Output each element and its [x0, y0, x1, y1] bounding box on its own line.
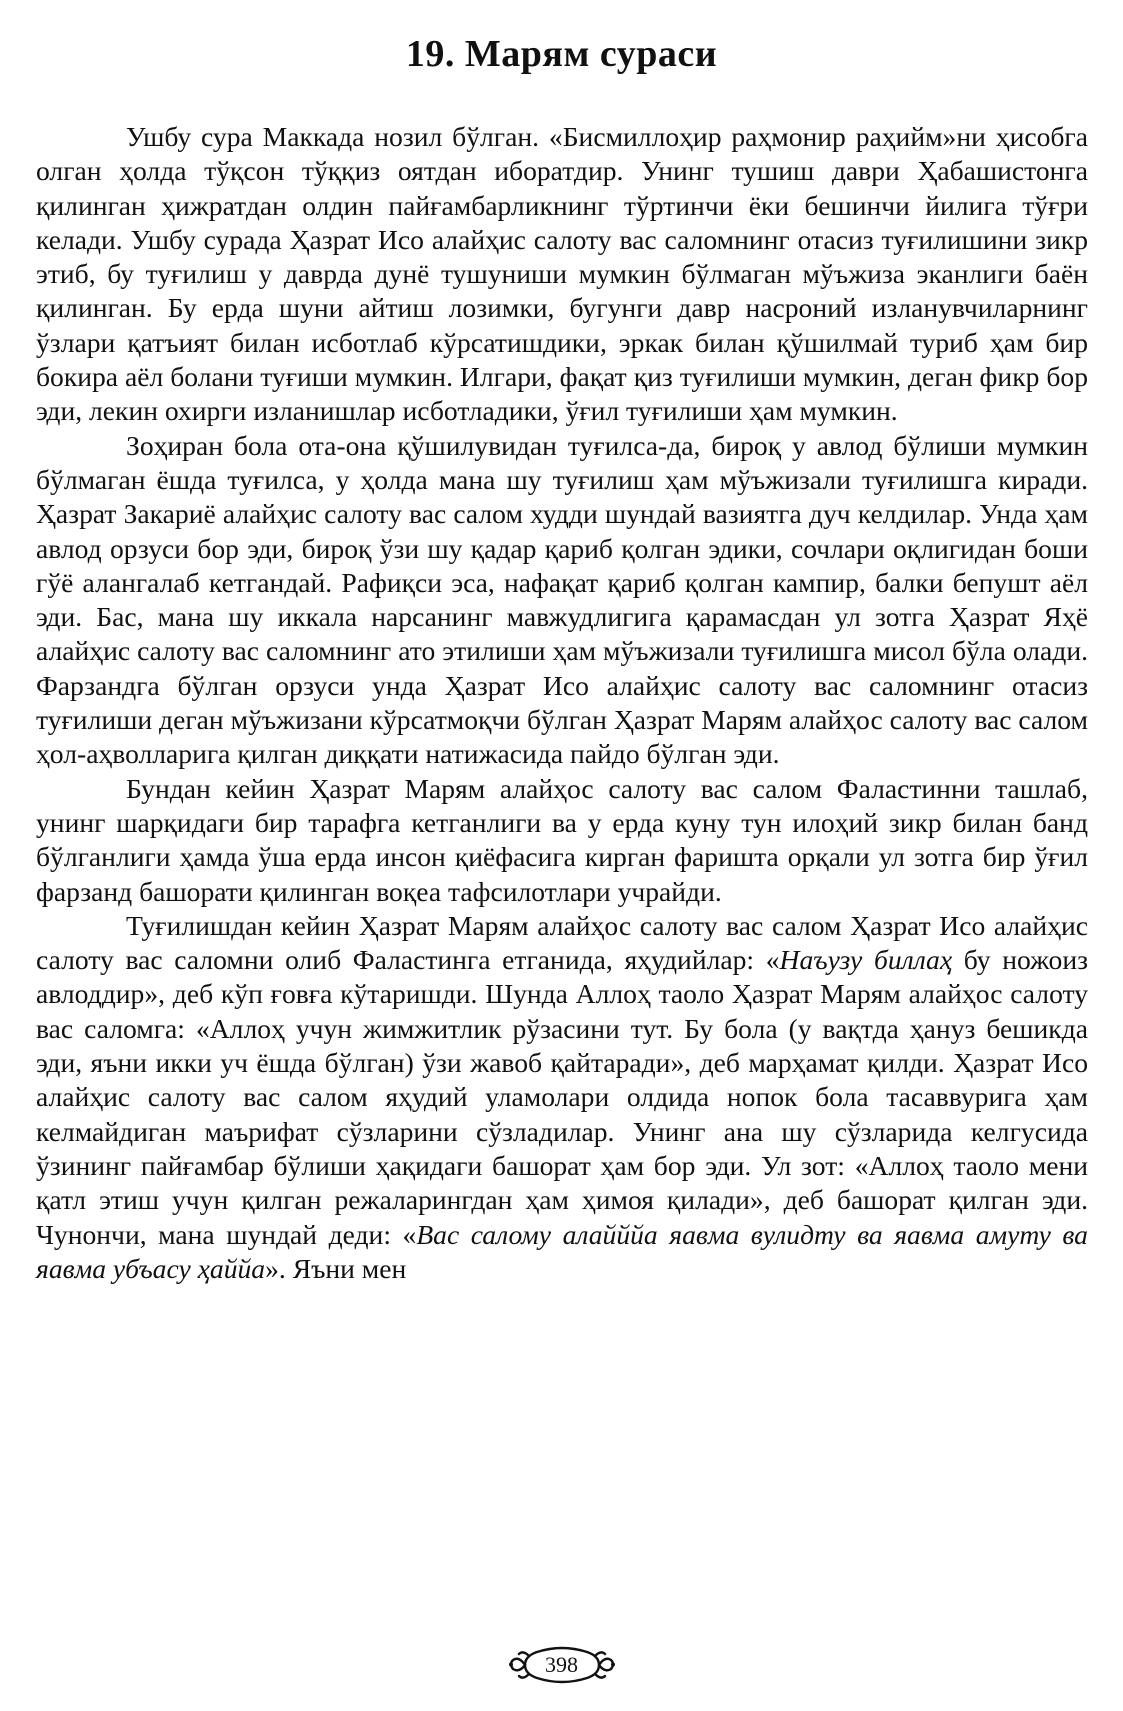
- paragraph-3: [36, 772, 1088, 909]
- paragraph-4-italic-phrase: Наъузу биллаҳ: [779, 944, 953, 976]
- paragraph-4: [36, 909, 1088, 1286]
- paragraph-3-text: Бундан кейин Ҳазрат Марям алайҳос салоту вас салом Фаластинни ташлаб, унинг шарқидаги бир тарафга кетганлиги ва у ерда куну тун илоҳий зикр билан банд бўлганлиги ҳамда ўша ерда инсон қиёфасига кирган фаришта орқали ул зотга бир ўғил фарзанд башорати қилинган воқеа тафсилотлари учрайди.: [36, 772, 1088, 907]
- page-number-ornament: [507, 1642, 617, 1688]
- paragraph-2: [36, 429, 1088, 772]
- page-footer: [0, 1640, 1123, 1690]
- page-number: 398: [545, 1652, 578, 1677]
- paragraph-4-text-a: Туғилишдан кейин Ҳазрат Марям алайҳос салоту вас салом Ҳазрат Исо алайҳис салоту вас саломни олиб Фаластинга етганида, яҳудийлар: «: [36, 909, 1088, 976]
- page-title: 19. Марям сураси: [405, 33, 718, 75]
- body-text: [36, 120, 1088, 1286]
- paragraph-2-text: Зоҳиран бола ота-она қўшилувидан туғилса-да, бироқ у авлод бўлиши мумкин бўлмаган ёшда туғилса, у ҳолда мана шу туғилиш ҳам мўъжизали туғилишга киради. Ҳазрат Закариё алайҳис салоту вас салом худди шундай вазиятга дуч келдилар. Унда ҳам авлод орзуси бор эди, бироқ ўзи шу қадар қариб қолган эдики, сочлари оқлигидан боши гўё алангалаб кетгандай. Рафиқси эса, нафақат қариб қолган кампир, балки бепушт аёл эди. Бас, мана шу иккала нарсанинг мавжудлигига қарамасдан ул зотга Ҳазрат Яҳё алайҳис салоту вас саломнинг ато этилиши ҳам мўъжизали туғилишга мисол бўла олади. Фарзандга бўлган орзуси унда Ҳазрат Исо алайҳис салоту вас саломнинг отасиз туғилиши деган мўъжизани кўрсатмоқчи бўлган Ҳазрат Марям алайҳос салоту вас салом ҳол-аҳволларига қилган диққати натижасида пайдо бўлган эди.: [36, 429, 1088, 770]
- paragraph-1: [36, 120, 1088, 429]
- paragraph-1-text: Ушбу сура Маккада нозил бўлган. «Бисмиллоҳир раҳмонир раҳийм»ни ҳисобга олган ҳолда тўқсон тўққиз оятдан иборатдир. Унинг тушиш даври Ҳабашистонга қилинган ҳижратдан олдин пайғамбарликнинг тўртинчи ёки бешинчи йилига тўғри келади. Ушбу сурада Ҳазрат Исо алайҳис салоту вас саломнинг отасиз туғилишини зикр этиб, бу туғилиш у даврда дунё тушуниши мумкин бўлмаган мўъжиза эканлиги баён қилинган. Бу ерда шуни айтиш лозимки, бугунги давр насроний изланувчиларнинг ўзлари қатъият билан исботлаб кўрсатишдики, эркак билан қўшилмай туриб ҳам бир бокира аёл болани туғиши мумкин. Илгари, фақат қиз туғилиши мумкин, деган фикр бор эди, лекин охирги изланишлар исботладики, ўғил туғилиши ҳам мумкин.: [36, 121, 1088, 427]
- paragraph-4-italic-quote: Вас саломy алайййа яавма вулидту ва яавма амуту ва яавма убъасу ҳаййа: [36, 1218, 1088, 1284]
- paragraph-4-text-b: бу ножоиз авлоддир», деб кўп ғовға кўтаришди. Шунда Аллоҳ таоло Ҳазрат Марям алайҳос салоту вас саломга: «Аллоҳ учун жимжитлик рўзасини тут. Бу бола (у вақтда ҳануз бешикда эди, яъни икки уч ёшда бўлган) ўзи жавоб қайтаради», деб марҳамат қилди. Ҳазрат Исо алайҳис салоту вас салом яҳудий уламолари олдида нопок бола тасаввурига ҳам келмайдиган маърифат сўзларини сўзладилар. Унинг ана шу сўзларида келгусида ўзининг пайғамбар бўлиши ҳақидаги башорат ҳам бор эди. Ул зот: «Аллоҳ таоло мени қатл этиш учун қилган режаларингдан ҳам ҳимоя қилади», деб башорат қилган эди. Чунончи, мана шундай деди: «: [36, 944, 1088, 1250]
- paragraph-4-text-c: ». Яъни мен: [265, 1252, 407, 1284]
